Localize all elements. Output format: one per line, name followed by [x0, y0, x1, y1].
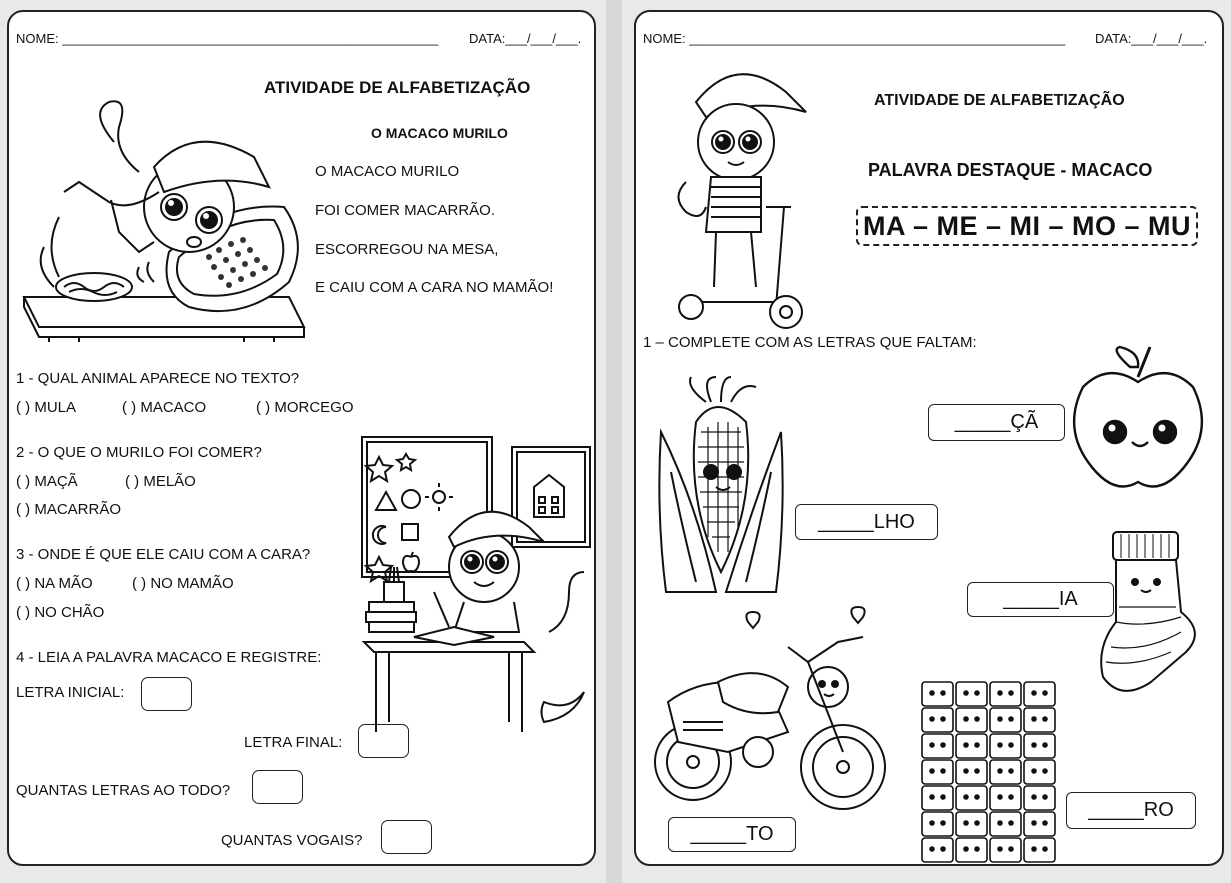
q2-question: 2 - O QUE O MURILO FOI COMER?: [16, 444, 262, 461]
brick-eye: [1043, 795, 1047, 799]
brick: [990, 682, 1021, 706]
highlight-word-title: PALAVRA DESTAQUE - MACACO: [868, 160, 1153, 180]
brick-eye: [964, 691, 968, 695]
brick-eye: [964, 795, 968, 799]
page-divider: [606, 0, 622, 883]
complete-instruction: 1 – COMPLETE COM AS LETRAS QUE FALTAM:: [643, 334, 977, 351]
poem-title: O MACACO MURILO: [371, 125, 508, 141]
total-letters-label: QUANTAS LETRAS AO TODO?: [16, 782, 231, 799]
brick: [990, 812, 1021, 836]
brick-eye: [998, 769, 1002, 773]
word-box-apple[interactable]: _____ÇÃ: [928, 404, 1065, 441]
brick-eye: [975, 847, 979, 851]
q3-option-na-mao[interactable]: ( ) NA MÃO: [16, 575, 93, 592]
brick-eye: [1043, 743, 1047, 747]
brick-eye: [975, 743, 979, 747]
vowels-box[interactable]: [381, 820, 432, 854]
brick-eye: [1043, 691, 1047, 695]
brick-eye: [941, 691, 945, 695]
q1-question: 1 - QUAL ANIMAL APARECE NO TEXTO?: [16, 370, 300, 387]
brick-eye: [930, 691, 934, 695]
poem-line-3: ESCORREGOU NA MESA,: [315, 241, 499, 258]
word-box-moto[interactable]: _____TO: [668, 817, 796, 852]
brick-eye: [930, 821, 934, 825]
brick-eye: [975, 691, 979, 695]
brick-eye: [1043, 769, 1047, 773]
brick: [956, 786, 987, 810]
q2-option-melao[interactable]: ( ) MELÃO: [125, 473, 196, 490]
brick-eye: [1009, 743, 1013, 747]
brick-eye: [975, 717, 979, 721]
brick: [922, 760, 953, 784]
brick-eye: [1009, 795, 1013, 799]
brick: [922, 708, 953, 732]
brick-eye: [998, 743, 1002, 747]
brick-eye: [975, 769, 979, 773]
final-letter-label: LETRA FINAL:: [244, 734, 343, 751]
brick-eye: [930, 795, 934, 799]
q2-option-maca[interactable]: ( ) MAÇÃ: [16, 473, 78, 490]
brick-eye: [998, 717, 1002, 721]
brick: [956, 760, 987, 784]
brick-eye: [1009, 717, 1013, 721]
brick-eye: [1009, 847, 1013, 851]
brick-eye: [1032, 821, 1036, 825]
q1-option-morcego[interactable]: ( ) MORCEGO: [256, 399, 354, 416]
brick-eye: [941, 795, 945, 799]
brick: [956, 812, 987, 836]
poem-line-2: FOI COMER MACARRÃO.: [315, 202, 496, 219]
brick: [990, 760, 1021, 784]
apple-illustration: [1068, 337, 1208, 497]
worksheet-title-right: ATIVIDADE DE ALFABETIZAÇÃO: [874, 92, 1125, 109]
initial-letter-box[interactable]: [141, 677, 192, 711]
brick-eye: [1043, 847, 1047, 851]
brick-eye: [1009, 769, 1013, 773]
q4-question: 4 - LEIA A PALAVRA MACACO E REGISTRE:: [16, 649, 322, 666]
brick-eye: [930, 769, 934, 773]
brick: [990, 786, 1021, 810]
brick-eye: [964, 743, 968, 747]
q3-option-no-chao[interactable]: ( ) NO CHÃO: [16, 604, 105, 621]
brick: [956, 708, 987, 732]
brick-eye: [941, 821, 945, 825]
brick: [922, 838, 953, 862]
initial-letter-label: LETRA INICIAL:: [16, 684, 125, 701]
brick-eye: [941, 717, 945, 721]
worksheet-right: [634, 10, 1224, 866]
q3-question: 3 - ONDE É QUE ELE CAIU COM A CARA?: [16, 546, 311, 563]
brick-eye: [975, 795, 979, 799]
date-field-right[interactable]: DATA:___/___/___.: [1095, 31, 1208, 46]
brick-eye: [941, 847, 945, 851]
brick-eye: [975, 821, 979, 825]
brick-eye: [1032, 717, 1036, 721]
vowels-label: QUANTAS VOGAIS?: [221, 832, 363, 849]
brick-eye: [930, 847, 934, 851]
word-box-sock[interactable]: _____IA: [967, 582, 1114, 617]
monkey-scooter-illustration: [666, 57, 826, 332]
q2-option-macarrao[interactable]: ( ) MACARRÃO: [16, 501, 121, 518]
brick-eye: [964, 717, 968, 721]
brick-wall-illustration: [922, 682, 1062, 864]
brick-eye: [1032, 743, 1036, 747]
brick-eye: [998, 847, 1002, 851]
q1-option-macaco[interactable]: ( ) MACACO: [122, 399, 207, 416]
brick-eye: [930, 717, 934, 721]
brick-eye: [998, 691, 1002, 695]
brick: [956, 838, 987, 862]
worksheet-title: ATIVIDADE DE ALFABETIZAÇÃO: [264, 78, 531, 97]
brick-eye: [941, 743, 945, 747]
brick: [1024, 734, 1055, 758]
total-letters-box[interactable]: [252, 770, 303, 804]
word-box-corn[interactable]: _____LHO: [795, 504, 938, 540]
corn-illustration: [656, 372, 786, 592]
brick: [990, 734, 1021, 758]
monkey-desk-illustration: [354, 432, 594, 742]
brick-eye: [998, 795, 1002, 799]
brick-eye: [941, 769, 945, 773]
monkey-papaya-illustration: [19, 92, 309, 342]
brick: [1024, 708, 1055, 732]
syllables-box: MA – ME – MI – MO – MU: [856, 206, 1198, 246]
brick-eye: [1032, 847, 1036, 851]
motorcycle-illustration: [638, 602, 888, 812]
brick-eye: [1009, 691, 1013, 695]
brick-eye: [1043, 821, 1047, 825]
poem-line-4: E CAIU COM A CARA NO MAMÃO!: [315, 279, 554, 296]
q1-option-mula[interactable]: ( ) MULA: [16, 399, 76, 416]
q3-option-no-mamao[interactable]: ( ) NO MAMÃO: [132, 575, 234, 592]
brick-eye: [1032, 691, 1036, 695]
brick: [922, 812, 953, 836]
date-field[interactable]: DATA:___/___/___.: [469, 31, 582, 46]
brick: [990, 708, 1021, 732]
name-field-right[interactable]: NOME: ____________________________________________________: [643, 31, 1066, 46]
brick: [1024, 838, 1055, 862]
brick: [922, 682, 953, 706]
brick: [922, 734, 953, 758]
brick-eye: [1043, 717, 1047, 721]
brick: [956, 682, 987, 706]
brick: [922, 786, 953, 810]
word-box-wall[interactable]: _____RO: [1066, 792, 1196, 829]
brick-eye: [1032, 769, 1036, 773]
brick: [1024, 812, 1055, 836]
brick-eye: [1009, 821, 1013, 825]
brick: [956, 734, 987, 758]
brick-eye: [964, 847, 968, 851]
brick-eye: [1032, 795, 1036, 799]
brick: [1024, 682, 1055, 706]
brick: [1024, 760, 1055, 784]
brick: [1024, 786, 1055, 810]
brick-eye: [998, 821, 1002, 825]
brick-eye: [964, 769, 968, 773]
poem-line-1: O MACACO MURILO: [315, 163, 460, 180]
name-field[interactable]: NOME: ____________________________________________________: [16, 31, 439, 46]
brick-eye: [964, 821, 968, 825]
worksheet-left: [7, 10, 596, 866]
brick: [990, 838, 1021, 862]
brick-eye: [930, 743, 934, 747]
